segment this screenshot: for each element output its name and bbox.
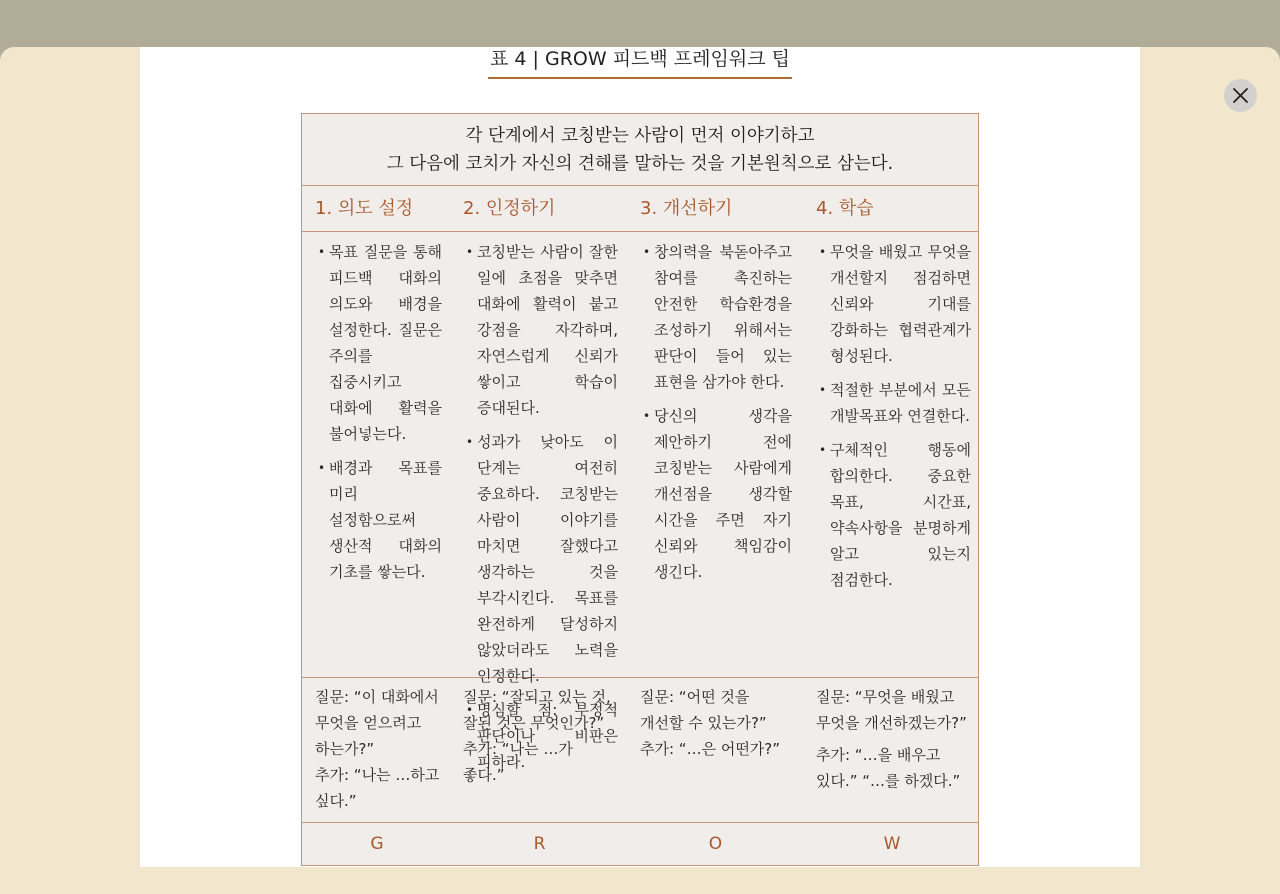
bullet-item: • 창의력을 북돋아주고 참여를 촉진하는 안전한 학습환경을 조성하기 위해서는 판단이 들어 있는 표현을 삼가야 한다.: [640, 239, 792, 395]
column-header: 3. 개선하기: [640, 198, 733, 219]
close-button[interactable]: [1224, 79, 1257, 112]
question-cell: [315, 677, 442, 814]
bullet-item: • 목표 질문을 통해 피드백 대화의 의도와 배경을 설정한다. 질문은 주의를 집중시키고 대화에 활력을 불어넣는다.: [315, 239, 442, 447]
addition-text: 추가: “나는 …가 좋다.”: [463, 740, 573, 784]
column-header: 1. 의도 설정: [315, 198, 414, 219]
question-row: [302, 677, 978, 823]
grow-letter: R: [533, 834, 546, 854]
question-text: 질문: “어떤 것을 개선할 수 있는가?”: [640, 688, 767, 732]
table-caption: 표 4 | GROW 피드백 프레임워크 팁: [140, 47, 1140, 79]
table-intro: 각 단계에서 코칭받는 사람이 먼저 이야기하고 그 다음에 코치가 자신의 견해를 말하는 것을 기본원칙으로 삼는다.: [302, 114, 978, 186]
bullet-item: • 적절한 부분에서 모든 개발목표와 연결한다.: [816, 377, 971, 429]
bullets-cell: [816, 231, 971, 601]
header-row: [302, 186, 978, 232]
grow-letter: W: [883, 834, 901, 854]
question-text: 질문: “이 대화에서 무엇을 얻으려고 하는가?”: [315, 688, 439, 758]
bullet-item: • 구체적인 행동에 합의한다. 중요한 목표, 시간표, 약속사항을 분명하게 알고 있는지 점검한다.: [816, 437, 971, 593]
bullet-item: • 당신의 생각을 제안하기 전에 코칭받는 사람에게 개선점을 생각할 시간을 주면 자기 신뢰와 책임감이 생긴다.: [640, 403, 792, 585]
bullet-item: • 코칭받는 사람이 잘한 일에 초점을 맞추면 대화에 활력이 붙고 강점을 자각하며, 자연스럽게 신뢰가 쌓이고 학습이 증대된다.: [463, 239, 618, 421]
question-text: 질문: “무엇을 배웠고 무엇을 개선하겠는가?”: [816, 688, 967, 732]
question-text: 질문: “잘되고 있는 것, 잘된 것은 무엇인가?”: [463, 688, 611, 732]
close-icon: [1232, 87, 1249, 104]
image-viewer-modal: [0, 47, 1280, 894]
bullets-cell: [315, 231, 442, 593]
bullet-item: • 배경과 목표를 미리 설정함으로써 생산적 대화의 기초를 쌓는다.: [315, 455, 442, 585]
addition-text: 추가: “나는 …하고 싶다.”: [315, 766, 440, 810]
grow-letter: O: [708, 834, 723, 854]
grow-letter: G: [370, 834, 384, 854]
bullet-item: • 성과가 낮아도 이 단계는 여전히 중요하다. 코칭받는 사람이 이야기를 마치면 잘했다고 생각하는 것을 부각시킨다. 목표를 완전하게 달성하지 않았더라도 노력을 인정한다.: [463, 429, 618, 689]
column-header: 4. 학습: [816, 198, 874, 219]
question-cell: [816, 677, 971, 794]
column-header: 2. 인정하기: [463, 198, 556, 219]
bullets-cell: [640, 231, 792, 593]
document-page: [140, 47, 1140, 867]
grow-letters-row: [302, 822, 978, 867]
bullet-item: • 무엇을 배웠고 무엇을 개선할지 점검하면 신뢰와 기대를 강화하는 협력관계가 형성된다.: [816, 239, 971, 369]
question-cell: [463, 677, 618, 788]
question-cell: [640, 677, 792, 762]
addition-text: 추가: “…은 어떤가?”: [640, 740, 781, 758]
grow-feedback-table: [301, 113, 979, 866]
addition-text: 추가: “…을 배우고 있다.” “…를 하겠다.”: [816, 746, 961, 790]
bullet-item: • 명심할 점: 부정적 판단이나 비판은 피하라.: [463, 697, 618, 775]
